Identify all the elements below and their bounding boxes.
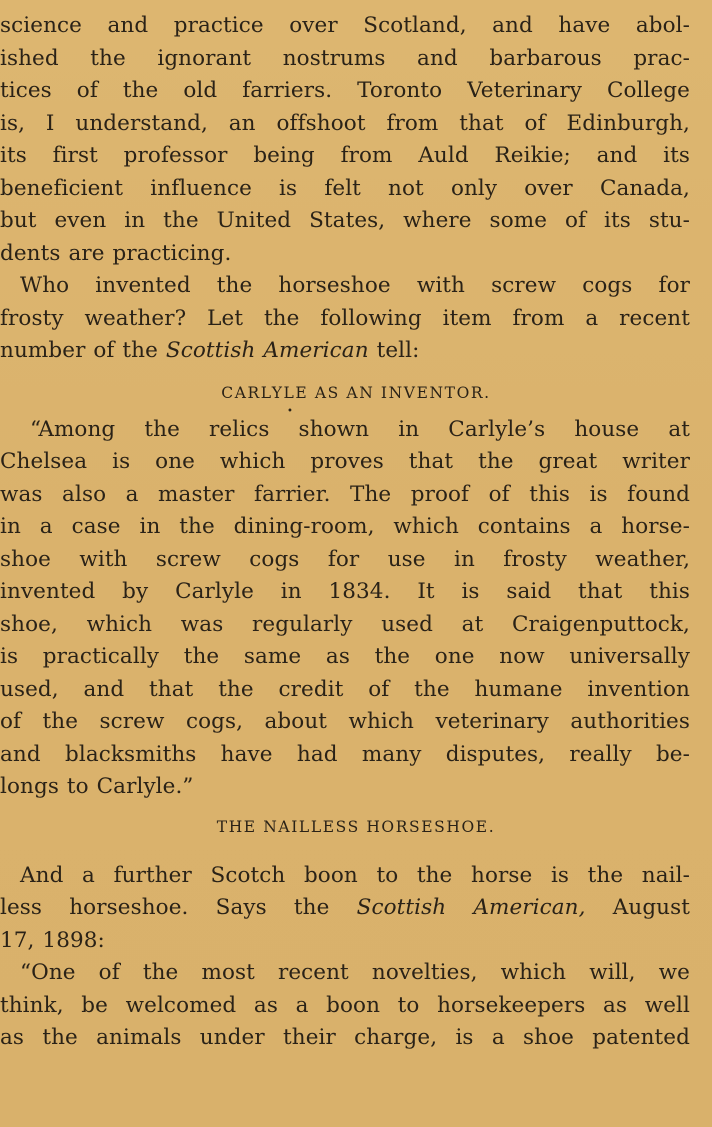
section-heading-carlyle: CARLYLE AS AN INVENTOR.: [221, 383, 491, 402]
text-line: of the screw cogs, about which veterinary authorities: [0, 709, 690, 734]
bullet-dot: •: [287, 405, 293, 417]
text-line: “One of the most recent novelties, which will, we: [20, 960, 690, 985]
text-line: but even in the United States, where some of its stu-: [0, 208, 690, 233]
text-line: 17, 1898:: [0, 927, 105, 953]
section-heading-nailless: THE NAILLESS HORSESHOE.: [216, 817, 496, 836]
text-line: is practically the same as the one now universally: [0, 644, 690, 669]
text-run: tell:: [368, 338, 420, 363]
text-line: [0, 892, 690, 925]
text-run: August: [585, 895, 691, 920]
quote-novelties: [0, 957, 712, 1055]
text-line: beneficient influence is felt not only over Canada,: [0, 175, 690, 201]
publication-title: Scottish American,: [356, 895, 586, 920]
text-line: used, and that the credit of the humane invention: [0, 676, 690, 702]
text-line: as the animals under their charge, is a shoe patented: [0, 1025, 690, 1050]
text-line: its first professor being from Auld Reikie; and its: [0, 143, 690, 168]
publication-title: Scottish American: [165, 338, 369, 363]
text-line: shoe, which was regularly used at Craigenputtock,: [0, 611, 690, 637]
text-line: longs to Carlyle.”: [0, 774, 194, 799]
text-line: shoe with screw cogs for use in frosty weather,: [0, 546, 690, 572]
text-run: number of the: [0, 338, 166, 363]
paragraph-who-invented: [0, 270, 712, 368]
text-line: Who invented the horseshoe with screw cogs for: [20, 273, 690, 298]
text-line: science and practice over Scotland, and have abol-: [0, 13, 690, 38]
text-line: is, I understand, an offshoot from that of Edinburgh,: [0, 110, 690, 136]
text-run: less horseshoe. Says the: [0, 895, 357, 920]
paragraph-nailless-horseshoe: [0, 860, 712, 958]
text-line: ished the ignorant nostrums and barbarous prac-: [0, 45, 690, 71]
text-line: “Among the relics shown in Carlyle’s house at: [30, 416, 690, 442]
text-line: and blacksmiths have had many disputes, really be-: [0, 741, 690, 767]
quote-carlyle-inventor: [0, 414, 712, 804]
text-line: in a case in the dining-room, which contains a horse-: [0, 514, 690, 539]
text-line: was also a master farrier. The proof of this is found: [0, 481, 690, 507]
paragraph-scottish-farriers: [0, 10, 712, 270]
text-line: think, be welcomed as a boon to horsekeepers as well: [0, 992, 690, 1018]
text-line: [0, 335, 712, 368]
text-line: Chelsea is one which proves that the great writer: [0, 449, 690, 474]
text-line: And a further Scotch boon to the horse is the nail-: [20, 862, 690, 888]
text-line: frosty weather? Let the following item from a recent: [0, 305, 690, 331]
text-line: tices of the old farriers. Toronto Veterinary College: [0, 78, 690, 103]
text-line: dents are practicing.: [0, 240, 232, 266]
text-line: invented by Carlyle in 1834. It is said that this: [0, 579, 690, 604]
